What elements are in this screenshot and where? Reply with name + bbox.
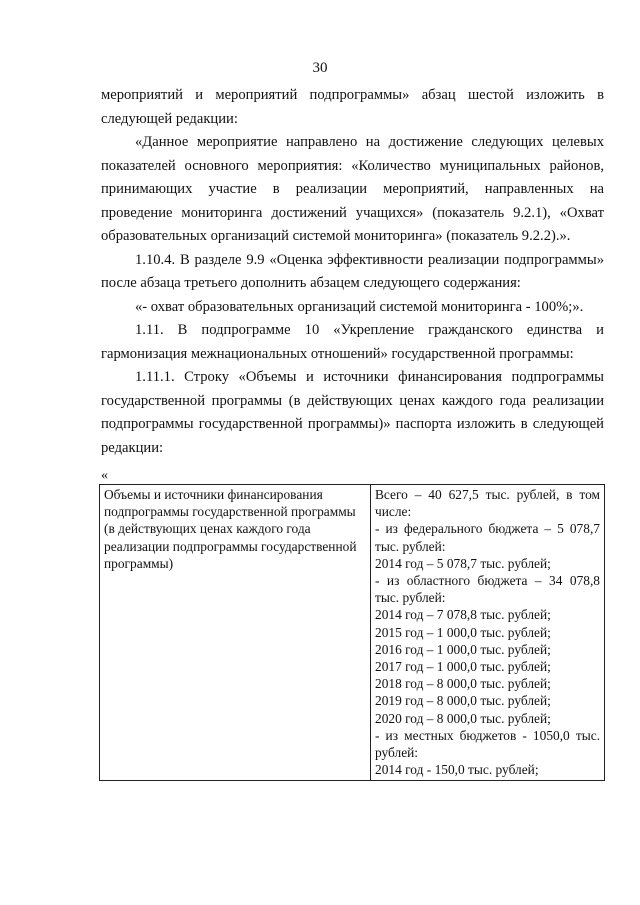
financing-table: [99, 484, 605, 781]
financing-line: 2014 год – 5 078,7 тыс. рублей;: [375, 555, 551, 571]
financing-line: 2019 год – 8 000,0 тыс. рублей;: [375, 693, 551, 709]
opening-quote-mark: «: [101, 468, 108, 483]
financing-line: 2016 год – 1 000,0 тыс. рублей;: [375, 641, 551, 657]
financing-values-cell: [371, 485, 605, 781]
financing-line: 2018 год – 8 000,0 тыс. рублей;: [375, 676, 551, 692]
financing-label-cell: Объемы и источники финансирования подпрограммы государственной программы (в действующих ценах каждого года реализации подпрограммы государственной программы): [100, 485, 371, 781]
financing-line: 2014 год - 150,0 тыс. рублей;: [375, 762, 539, 778]
paragraph: 1.10.4. В разделе 9.9 «Оценка эффективности реализации подпрограммы» после абзаца третьего дополнить абзацем следующего содержания:: [101, 251, 604, 291]
table-row: [100, 485, 605, 781]
financing-line: - из местных бюджетов - 1050,0 тыс. рублей:: [375, 727, 600, 761]
financing-line: - из федерального бюджета – 5 078,7 тыс. рублей:: [375, 521, 600, 554]
financing-line: 2017 год – 1 000,0 тыс. рублей;: [375, 659, 551, 675]
paragraph: 1.11.1. Строку «Объемы и источники финансирования подпрограммы государственной программы (в действующих ценах каждого года реализации подпрограммы государственной программы)» паспорта изложить в следующей редакции:: [101, 369, 604, 456]
financing-line: 2014 год – 7 078,8 тыс. рублей;: [375, 607, 551, 623]
paragraph: 1.11. В подпрограмме 10 «Укрепление гражданского единства и гармонизация межнациональных отношений» государственной программы:: [101, 322, 604, 362]
paragraph: мероприятий и мероприятий подпрограммы» абзац шестой изложить в следующей редакции:: [101, 87, 604, 127]
paragraph: «Данное мероприятие направлено на достижение следующих целевых показателей основного мероприятия: «Количество муниципальных районов, принимающих участие в реализации мероприятий, направленных на проведение мониторинга достижений учащихся» (показатель 9.2.1), «Охват образовательных организаций системой мониторинга» (показатель 9.2.2).».: [101, 134, 604, 244]
financing-line: 2015 год – 1 000,0 тыс. рублей;: [375, 624, 551, 640]
document-body: [101, 84, 604, 781]
financing-line: 2020 год – 8 000,0 тыс. рублей;: [375, 710, 551, 726]
financing-line: - из областного бюджета – 34 078,8 тыс. рублей:: [375, 573, 600, 606]
financing-line: Всего – 40 627,5 тыс. рублей, в том числе:: [375, 487, 600, 520]
paragraph: «- охват образовательных организаций системой мониторинга - 100%;».: [135, 298, 584, 315]
page-number: 30: [312, 60, 328, 76]
